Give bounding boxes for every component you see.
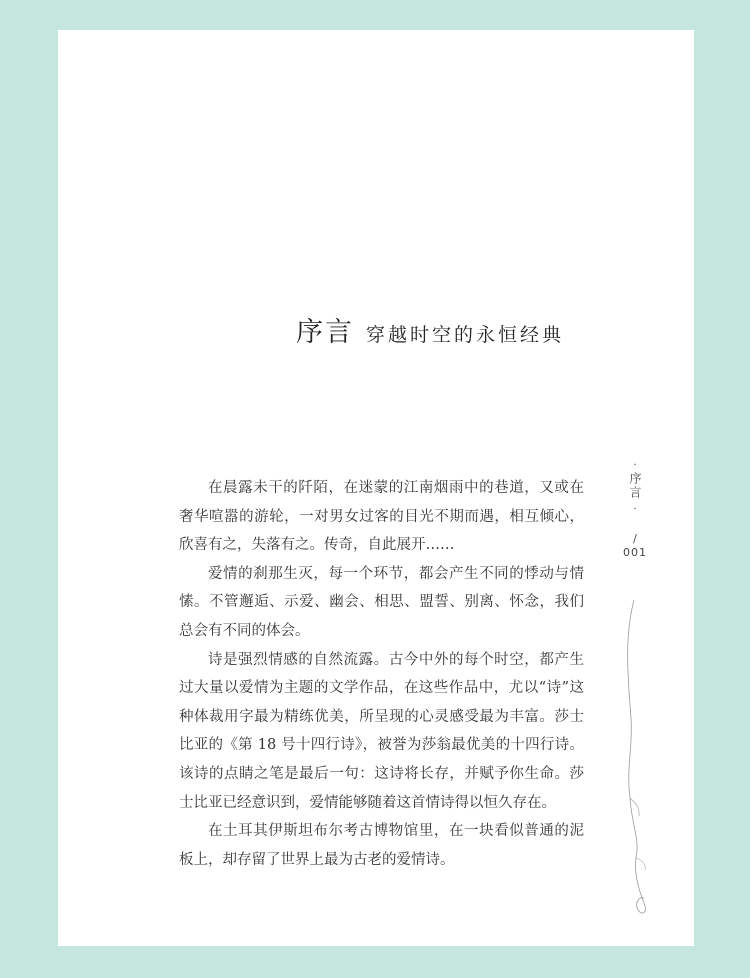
paragraph: 在土耳其伊斯坦布尔考古博物馆里，在一块看似普通的泥板上，却存留了世界上最为古老的爱情诗。 [179,823,584,868]
margin-dot-top: · [633,460,637,471]
margin-chapter-label: 序言 [628,472,642,500]
paragraph: 诗是强烈情感的自然流露。古今中外的每个时空，都产生过大量以爱情为主题的文学作品，在这些作品中，尤以“诗”这种体裁用字最为精练优美，所呈现的心灵感受最为丰富。莎士比亚的《第 18 号十四行诗》，被誉为莎翁最优美的十四行诗。该诗的点睛之笔是最后一句：这诗将长存，并赋予你生命。莎士比亚已经意识到，爱情能够随着这首情诗得以恒久存在。 [179,651,584,811]
page-number: 001 [623,546,647,559]
vine-line-icon [618,598,658,918]
margin-dot-bottom: · [633,504,637,515]
page-number-slash: / [633,532,637,545]
chapter-subtitle: 穿越时空的永恒经典 [366,324,565,346]
paragraph: 在晨露未干的阡陌，在迷蒙的江南烟雨中的巷道，又或在奢华喧嚣的游轮，一对男女过客的目光不期而遇，相互倾心，欣喜有之，失落有之。传奇，自此展开…… [179,480,584,554]
paragraph: 爱情的刹那生灭，每一个环节，都会产生不同的悸动与情愫。不管邂逅、示爱、幽会、相思、盟誓、别离、怀念，我们总会有不同的体会。 [179,565,584,639]
margin-running-head [620,460,650,560]
chapter-title-main: 序言 [296,317,354,348]
book-page [58,30,694,946]
chapter-title [296,310,564,349]
body-text [179,474,584,874]
